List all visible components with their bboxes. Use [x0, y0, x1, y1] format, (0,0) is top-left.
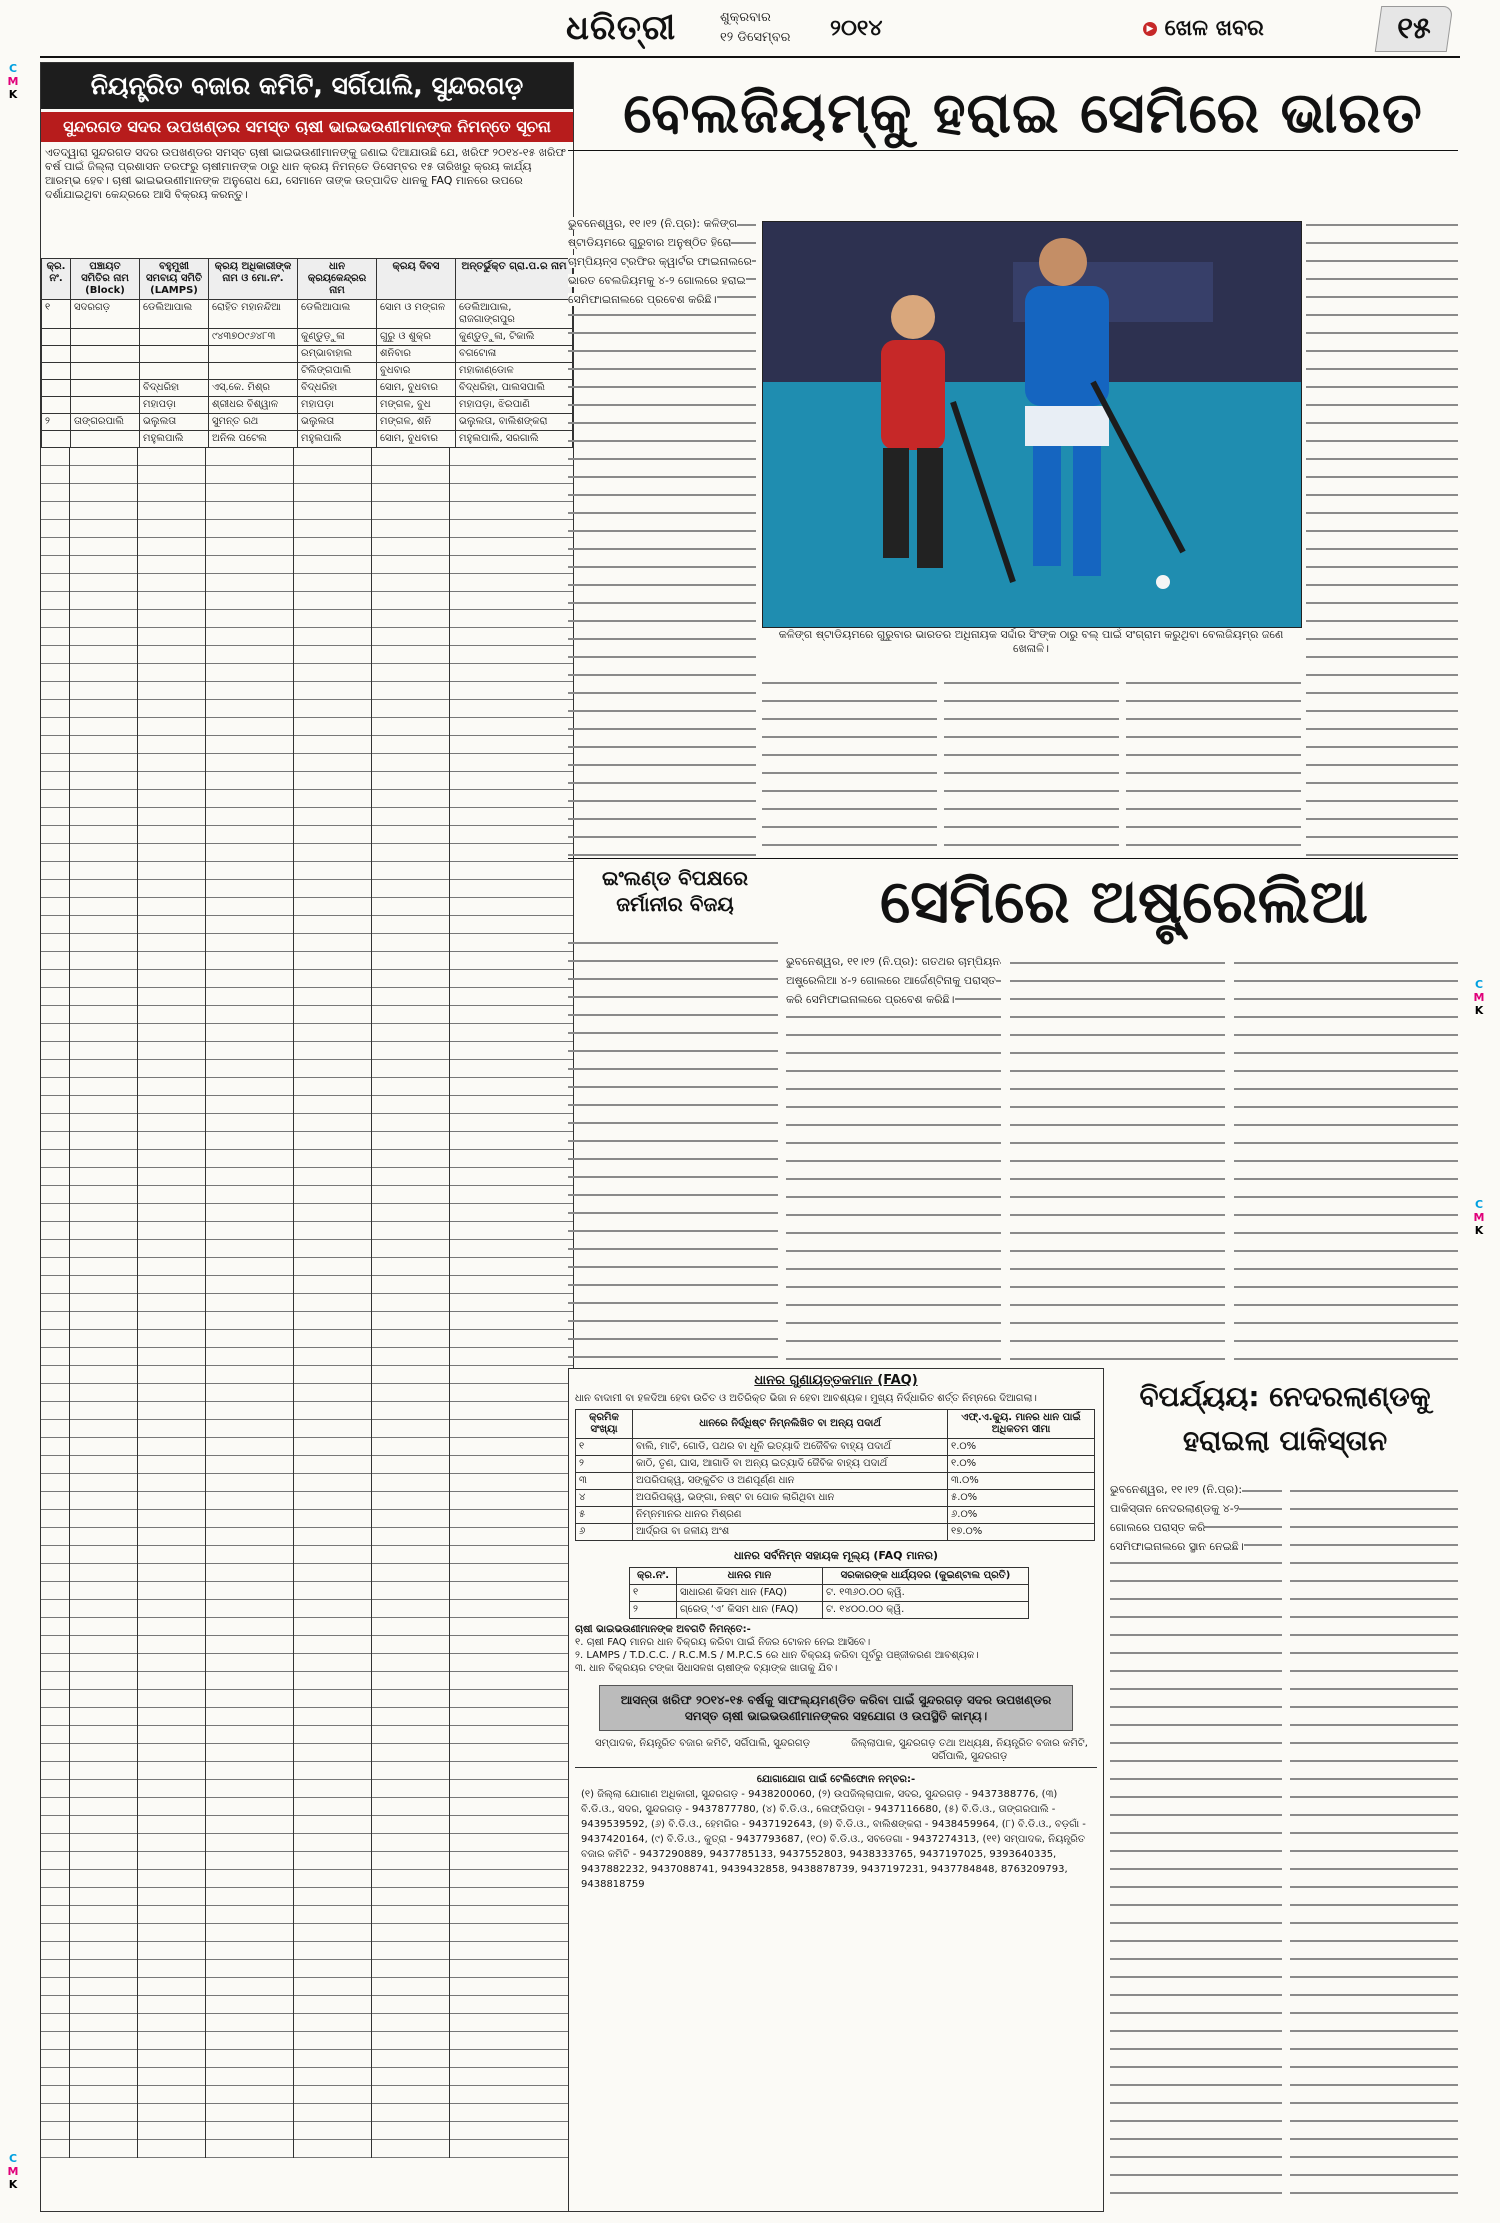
faq-intro: ଧାନ ବାଦାମୀ ବା ହଳଦିଆ ହେବା ଉଚିତ ଓ ଅତିରିକ୍ତ ଭିଜା ନ ହେବା ଆବଶ୍ୟକ। ମୁଖ୍ୟ ନିର୍ଦ୍ଧାରିତ ଶର୍ତ୍ତ ନିମ୍ନରେ ଦିଆଗଲା।: [575, 1393, 1037, 1404]
registration-mark-right-mid: C M K: [1473, 978, 1485, 1017]
header-date: ୧୨ ଡିସେମ୍ବର: [720, 30, 791, 45]
table-row-cell: [140, 363, 209, 380]
table-row-cell: ମହୁଲପାଲି: [140, 431, 209, 448]
faq-row-cell: ୫.୦%: [948, 1490, 1095, 1507]
table-row-cell: ମହାପଡ଼ା: [140, 397, 209, 414]
story2-rule: [568, 858, 1458, 859]
table-row-cell: [71, 363, 140, 380]
table-row-cell: ୨: [42, 414, 71, 431]
signature-collector: ଜିଲ୍ଲାପାଳ, ସୁନ୍ଦରଗଡ଼ ତଥା ଅଧ୍ୟକ୍ଷ, ନିୟନ୍ତ୍ରିତ ବଜାର କମିଟି, ସର୍ଗିପାଲି, ସୁନ୍ଦରଗଡ଼: [851, 1738, 1088, 1762]
table-row-cell: ମହାପଡ଼ା: [298, 397, 377, 414]
faq-row-cell: ୩.୦%: [948, 1473, 1095, 1490]
table-row-cell: [140, 346, 209, 363]
table-row-cell: ସୁମନ୍ତ ରଥ: [209, 414, 298, 431]
faq-row-cell: ୧: [576, 1439, 633, 1456]
price-row-cell: ଟ. ୧୪୦୦.୦୦ କ୍ୱି.: [822, 1602, 1028, 1619]
note-item: ୩. ଧାନ ବିକ୍ରୟର ଟଙ୍କା ସିଧାସଳଖ ଚାଷୀଙ୍କ ବ୍ୟାଙ୍କ ଖାତାକୁ ଯିବ।: [575, 1663, 838, 1674]
table-row-cell: ମଙ୍ଗଳ, ଶନି: [377, 414, 456, 431]
table-row-cell: [140, 329, 209, 346]
table-row-cell: ଅନିଲ ପଟେଲ: [209, 431, 298, 448]
faq-row: [576, 1473, 1095, 1490]
main-story-col-3b: [1126, 670, 1301, 857]
registration-mark-top-left: C M K: [7, 62, 19, 101]
faq-row-cell: ୨: [576, 1456, 633, 1473]
contact-numbers: [575, 1767, 1097, 1896]
faq-row-cell: ବାଲି, ମାଟି, ଗୋଡି, ପଥର ବା ଧୂଳି ଇତ୍ୟାଦି ଅଜୈବିକ ବାହ୍ୟ ପଦାର୍ଥ: [633, 1439, 948, 1456]
notice-intro: ଏତଦ୍ୱାରା ସୁନ୍ଦରଗଡ ସଦର ଉପଖଣ୍ଡର ସମସ୍ତ ଚାଷୀ ଭାଇଭଉଣୀମାନଙ୍କୁ ଜଣାଇ ଦିଆଯାଉଛି ଯେ, ଖରିଫ ୨୦୧୪-୧୫ ଖରିଫ ବର୍ଷ ପାଇଁ ଜିଲ୍ଲା ପ୍ରଶାସନ ତରଫରୁ ଚାଷୀମାନଙ୍କ ଠାରୁ ଧାନ କ୍ରୟ ନିମନ୍ତେ ଡିସେମ୍ବର ୧୫ ତାରିଖରୁ କ୍ରୟ କାର୍ଯ୍ୟ ଆରମ୍ଭ ହେବ। ଚାଷୀ ଭାଇଭଉଣୀମାନଙ୍କ ଅନୁରୋଧ ଯେ, ସେମାନେ ତାଙ୍କ ଉତ୍ପାଦିତ ଧାନକୁ FAQ ମାନରେ ଉପରେ ଦର୍ଶାଯାଇଥିବା କେନ୍ଦ୍ରରେ ଆସି ବିକ୍ରୟ କରନ୍ତୁ।: [45, 146, 566, 201]
price-row: [630, 1585, 1029, 1602]
faq-spec-table: [575, 1409, 1095, 1541]
masthead-rule: [40, 56, 1460, 58]
section-label: ▶ ଖେଳ ଖବର: [1143, 16, 1264, 41]
appeal-banner: ଆସନ୍ତା ଖରିଫ ୨୦୧୪-୧୫ ବର୍ଷକୁ ସାଫଲ୍ୟମଣ୍ଡିତ କରିବା ପାଇଁ ସୁନ୍ଦରଗଡ଼ ସଦର ଉପଖଣ୍ଡର ସମସ୍ତ ଚାଷୀ ଭାଇଭଉଣୀମାନଙ୍କର ସହଯୋଗ ଓ ଉପସ୍ଥିତି କାମ୍ୟ।: [599, 1685, 1073, 1731]
farmer-notes: [569, 1619, 1103, 1679]
faq-row: [576, 1456, 1095, 1473]
col-centre: ଧାନ କ୍ରୟକେନ୍ଦ୍ରର ନାମ: [298, 259, 377, 300]
headline-rule: [568, 150, 1458, 151]
table-header-row: [42, 259, 573, 300]
price-col-serial: କ୍ର.ନଂ.: [630, 1568, 677, 1585]
table-row-cell: ବିଦ୍ଧରିହା: [140, 380, 209, 397]
table-row-cell: [71, 397, 140, 414]
table-row-cell: ଡେଲିଆପାଲ, ରାଜଗାଙ୍ଗପୁର: [456, 300, 573, 329]
table-row-cell: ସୋମ, ବୁଧବାର: [377, 431, 456, 448]
table-row-cell: ୧: [42, 300, 71, 329]
table-row: [42, 300, 573, 329]
main-story-col-3: [944, 670, 1119, 857]
story3-col-1: ଭୁବନେଶ୍ୱର, ୧୧।୧୨ (ନି.ପ୍ର): ପାକିସ୍ତାନ ନେଦରଲାଣ୍ଡକୁ ୪-୨ ଗୋଲରେ ପରାସ୍ତ କରି ସେମିଫାଇନାଲରେ ସ୍ଥାନ ନେଇଛି।: [1110, 1478, 1282, 2210]
table-row-cell: [42, 346, 71, 363]
table-row-cell: ଗୁରୁ ଓ ଶୁକ୍ର: [377, 329, 456, 346]
story3-col-2: [1290, 1478, 1458, 2210]
table-row-cell: ଭଲୁଲତା, ବାଲିଶଙ୍କରା: [456, 414, 573, 431]
table-row: [42, 363, 573, 380]
price-row-cell: ୧: [630, 1585, 677, 1602]
table-row-cell: ବିଦ୍ଧରିହା: [298, 380, 377, 397]
story2-kicker: ଇଂଲଣ୍ଡ ବିପକ୍ଷରେ ଜର୍ମାନୀର ବିଜୟ: [601, 866, 749, 916]
table-row-cell: [42, 363, 71, 380]
price-row-cell: ଟ. ୧୩୬୦.୦୦ କ୍ୱି.: [822, 1585, 1028, 1602]
story2-col-2: ଭୁବନେଶ୍ୱର, ୧୧।୧୨ (ନି.ପ୍ର): ଗତଥର ଚାମ୍ପିୟନ ଅଷ୍ଟ୍ରେଲିଆ ୪-୨ ଗୋଲରେ ଆର୍ଜେଣ୍ଟିନାକୁ ପରାସ୍ତ କରି ସେମିଫାଇନାଲରେ ପ୍ରବେଶ କରିଛି।: [786, 950, 1001, 1360]
table-row-cell: ବଗଟୋଳା: [456, 346, 573, 363]
table-row-cell: ମହାପଡ଼ା, ଝିରପାଣି: [456, 397, 573, 414]
price-row-cell: ସାଧାରଣ କିସମ ଧାନ (FAQ): [677, 1585, 823, 1602]
contacts-title: ଯୋଗାଯୋଗ ପାଇଁ ଟେଲିଫୋନ ନମ୍ବର:-: [756, 1774, 916, 1785]
table-row-cell: ସଦରଗଡ଼: [71, 300, 140, 329]
main-headline: ବେଲଜିୟମ୍‌କୁ ହରାଇ ସେମିରେ ଭାରତ: [623, 81, 1423, 146]
table-row-cell: [42, 397, 71, 414]
table-row-cell: ରମ୍ଭାବାହାଲ: [298, 346, 377, 363]
table-row-cell: ମହାକାଣ୍ଡୋଳ: [456, 363, 573, 380]
table-row-cell: ଟିଲିଙ୍ଗପାଲି: [298, 363, 377, 380]
faq-row-cell: ୧୭.୦%: [948, 1524, 1095, 1541]
faq-row-cell: ୪: [576, 1490, 633, 1507]
col-lamps: ବହୁମୁଖୀ ସମବାୟ ସମିତି (LAMPS): [140, 259, 209, 300]
table-row-cell: [209, 346, 298, 363]
note-item: ୨. LAMPS / T.D.C.C. / R.C.M.S / M.P.C.S ରେ ଧାନ ବିକ୍ରୟ କରିବା ପୂର୍ବରୁ ପଞ୍ଜୀକରଣ ଆବଶ୍ୟକ।: [575, 1650, 979, 1661]
price-table: [629, 1567, 1029, 1619]
procurement-table: [41, 258, 573, 448]
table-row: [42, 380, 573, 397]
table-row: [42, 346, 573, 363]
faq-title: ଧାନର ଗୁଣାୟତ୍ତକମାନ (FAQ): [754, 1373, 918, 1388]
price-row-cell: ୨: [630, 1602, 677, 1619]
price-row: [630, 1602, 1029, 1619]
faq-col-item: ଧାନରେ ନିର୍ଦ୍ଧିଷ୍ଟ ନିମ୍ନଲିଖିତ ବା ଅନ୍ୟ ପଦାର୍ଥ: [633, 1410, 948, 1439]
table-row: [42, 414, 573, 431]
registration-mark-bottom-left: C M K: [7, 2152, 19, 2191]
table-row-cell: କୁଣ୍ଡୁଡ଼ୁଳା, ଟିକାଲି: [456, 329, 573, 346]
table-row-cell: ବିଦ୍ଧରିହା, ପାଲସପାଲି: [456, 380, 573, 397]
faq-col-limit: ଏଫ୍.ଏ.କ୍ୟୁ. ମାନର ଧାନ ପାଇଁ ଅଧିକତମ ସୀମା: [948, 1410, 1095, 1439]
col-officer: କ୍ରୟ ଅଧିକାରୀଙ୍କ ନାମ ଓ ମୋ.ନଂ.: [209, 259, 298, 300]
faq-row-cell: ୧.୦%: [948, 1439, 1095, 1456]
faq-col-serial: କ୍ରମିକ ସଂଖ୍ୟା: [576, 1410, 633, 1439]
table-row-cell: [42, 329, 71, 346]
table-row-cell: [71, 346, 140, 363]
story2-col-4: [1234, 950, 1458, 1360]
header-day: ଶୁକ୍ରବାର: [720, 10, 771, 25]
story3-headline: ବିପର୍ଯ୍ୟୟ: ନେଦରଲାଣ୍ଡକୁ ହରାଇଲା ପାକିସ୍ତାନ: [1139, 1380, 1431, 1457]
table-row-cell: ଡେଲିଆପାଲ: [140, 300, 209, 329]
table-row-cell: ମହୁଲପାଲି: [298, 431, 377, 448]
price-row-cell: ଗ୍ରେଡ୍ ‘ଏ’ କିସମ ଧାନ (FAQ): [677, 1602, 823, 1619]
table-row-cell: [42, 380, 71, 397]
col-block: ପଞ୍ଚାୟତ ସମିତିର ନାମ (Block): [71, 259, 140, 300]
col-gp: ଅନ୍ତର୍ଭୁକ୍ତ ଗ୍ରା.ପ.ର ନାମ: [456, 259, 573, 300]
market-notice: [40, 62, 574, 2212]
table-row-cell: ତାଙ୍ଗରପାଲି: [71, 414, 140, 431]
faq-row: [576, 1507, 1095, 1524]
table-row-cell: କୁଣ୍ଡୁଡ଼ୁଳା: [298, 329, 377, 346]
faq-row-cell: ୩: [576, 1473, 633, 1490]
table-row-cell: ମହୁଲପାଲି, ସରଗାଲି: [456, 431, 573, 448]
table-row-cell: ଭଲୁଲତା: [298, 414, 377, 431]
photo-illustration: [763, 222, 1301, 627]
faq-row-cell: ୬.୦%: [948, 1507, 1095, 1524]
faq-row-cell: ୬: [576, 1524, 633, 1541]
signature-secretary: ସମ୍ପାଦକ, ନିୟନ୍ତ୍ରିତ ବଜାର କମିଟି, ସର୍ଗିପାଲି, ସୁନ୍ଦରଗଡ଼: [595, 1738, 810, 1749]
faq-row-cell: ୫: [576, 1507, 633, 1524]
price-col-grade: ଧାନର ମାନ: [677, 1568, 823, 1585]
registration-mark-right-low: C M K: [1473, 1198, 1485, 1237]
main-story-col-1: ଭୁବନେଶ୍ୱର, ୧୧।୧୨ (ନି.ପ୍ର): କଳିଙ୍ଗ ଷ୍ଟାଡିୟମରେ ଗୁରୁବାର ଅନୁଷ୍ଠିତ ହିରୋ ଚାମ୍ପିୟନ୍ସ ଟ୍ରଫିର କ୍ୱାର୍ଟର ଫାଇନାଲରେ ଭାରତ ବେଲଜିୟମକୁ ୪-୨ ଗୋଲରେ ହରାଇ ସେମିଫାଇନାଲରେ ପ୍ରବେଶ କରିଛି।: [568, 212, 756, 857]
story2-headline: ସେମିରେ ଅଷ୍ଟ୍ରେଲିଆ: [880, 867, 1368, 937]
table-continuation: [41, 448, 573, 2158]
table-row-cell: [209, 363, 298, 380]
table-row-cell: ଏସ୍.କେ. ମିଶ୍ର: [209, 380, 298, 397]
note-item: ୧. ଚାଷୀ FAQ ମାନର ଧାନ ବିକ୍ରୟ କରିବା ପାଇଁ ନିଜର ଟୋକନ ନେଇ ଆସିବେ।: [575, 1637, 871, 1648]
table-row-cell: ସୋମ, ବୁଧବାର: [377, 380, 456, 397]
table-row-cell: [42, 431, 71, 448]
faq-notice-box: [568, 1368, 1104, 2212]
header-year: ୨୦୧୪: [830, 16, 883, 41]
photo-caption: କଳିଙ୍ଗ ଷ୍ଟାଡିୟମରେ ଗୁରୁବାର ଭାରତର ଅଧିନାୟକ ସର୍ଦ୍ଦାର ସିଂଙ୍କ ଠାରୁ ବଲ୍ ପାଇଁ ସଂଗ୍ରାମ କରୁଥିବା ବେଲଜିୟମ୍‌ର ଜଣେ ଖେଳାଳି।: [778, 628, 1284, 655]
faq-row-cell: କାଠି, ତୃଣ, ଘାସ, ଆଗାଡି ବା ଅନ୍ୟ ଇତ୍ୟାଦି ଜୈବିକ ବାହ୍ୟ ପଦାର୍ଥ: [633, 1456, 948, 1473]
table-row-cell: ରୋହିତ ମହାନନ୍ଦିଆ: [209, 300, 298, 329]
faq-row-cell: ୧.୦%: [948, 1456, 1095, 1473]
table-row: [42, 329, 573, 346]
col-day: କ୍ରୟ ଦିବସ: [377, 259, 456, 300]
price-title: ଧାନର ସର୍ବନିମ୍ନ ସହାୟକ ମୂଲ୍ୟ (FAQ ମାନର): [733, 1549, 939, 1562]
table-row-cell: [71, 431, 140, 448]
table-row-cell: [71, 380, 140, 397]
main-story-col-4: [1306, 212, 1458, 857]
play-bullet-icon: ▶: [1143, 22, 1157, 36]
table-row-cell: ବୁଧବାର: [377, 363, 456, 380]
contacts-text: (୧) ଜିଲ୍ଲା ଯୋଗାଣ ଅଧିକାରୀ, ସୁନ୍ଦରଗଡ଼ - 9438200060, (୨) ଉପଜିଲ୍ଲାପାଳ, ସଦର, ସୁନ୍ଦରଗଡ଼ - 9437388776, (୩) ବି.ଡି.ଓ., ସଦର, ସୁନ୍ଦରଗଡ଼ - 9437877780, (୪) ବି.ଡି.ଓ., ଲେଫ୍ରିପଡ଼ା - 9437116680, (୫) ବି.ଡି.ଓ., ତାଙ୍ଗରପାଲି - 9439539592, (୬) ବି.ଡି.ଓ., ହେମଗିର - 9437192643, (୭) ବି.ଡି.ଓ., ବାଲିଶଙ୍କରା - 9438459964, (୮) ବି.ଡି.ଓ., ବଡ଼ଗାଁ - 9437420164, (୯) ବି.ଡି.ଓ., କୁତ୍ରା - 9437793687, (୧୦) ବି.ଡି.ଓ., ସବଡେଗା - 9437274313, (୧୧) ସମ୍ପାଦକ, ନିୟନ୍ତ୍ରିତ ବଜାର କମିଟି - 9437290889, 9437785133, 9437552803, 9438333765, 9437197025, 9393640335, 9437882232, 9437088741, 9439432858, 9438878739, 9437197231, 9437784848, 8763209793, 9438818759: [581, 1789, 1086, 1890]
table-row-cell: ସୋମ ଓ ମଙ୍ଗଳ: [377, 300, 456, 329]
faq-row-cell: ଅପରିପକ୍ୱ, ସଙ୍କୁଚିତ ଓ ଅଣପୂର୍ଣ୍ଣ ଧାନ: [633, 1473, 948, 1490]
faq-row: [576, 1490, 1095, 1507]
faq-row-cell: ନିମ୍ନମାନର ଧାନର ମିଶ୍ରଣ: [633, 1507, 948, 1524]
table-row: [42, 431, 573, 448]
table-row-cell: ଶ୍ରୀଧର ବିଶ୍ୱାଳ: [209, 397, 298, 414]
table-row-cell: ମଙ୍ଗଳ, ବୁଧ: [377, 397, 456, 414]
table-row-cell: ଡେଲିଆପାଲ: [298, 300, 377, 329]
faq-row: [576, 1439, 1095, 1456]
table-row-cell: ୯୪୩୭୦୯୬୪୮୩: [209, 329, 298, 346]
table-row-cell: ଭଲୁଲତା: [140, 414, 209, 431]
hockey-match-photo: [762, 221, 1302, 628]
table-row-cell: ଶନିବାର: [377, 346, 456, 363]
newspaper-brand: ଧରିତ୍ରୀ: [566, 8, 677, 48]
notes-title: ଚାଷୀ ଭାଇଭଉଣୀମାନଙ୍କ ଅବଗତି ନିମନ୍ତେ:-: [575, 1624, 751, 1635]
main-story-col-2: [762, 670, 937, 857]
story2-col-1: [568, 930, 778, 1360]
notice-subbanner: ସୁନ୍ଦରଗଡ ସଦର ଉପଖଣ୍ଡର ସମସ୍ତ ଚାଷୀ ଭାଇଭଉଣୀମାନଙ୍କ ନିମନ୍ତେ ସୂଚନା: [41, 112, 573, 142]
page-number: ୧୫: [1375, 6, 1453, 52]
story2-col-3: [1010, 950, 1225, 1360]
notice-banner: ନିୟନ୍ତ୍ରିତ ବଜାର କମିଟି, ସର୍ଗିପାଲି, ସୁନ୍ଦରଗଡ଼: [41, 63, 573, 109]
faq-row-cell: ଆର୍ଦ୍ରତା ବା ଜଳୀୟ ଅଂଶ: [633, 1524, 948, 1541]
col-serial: କ୍ର. ନଂ.: [42, 259, 71, 300]
signatures: [569, 1737, 1103, 1763]
faq-row-cell: ଅପରିପକ୍ୱ, ଭଙ୍ଗା, ନଷ୍ଟ ବା ପୋକ ଲାଗିଥିବା ଧାନ: [633, 1490, 948, 1507]
table-row: [42, 397, 573, 414]
table-row-cell: [71, 329, 140, 346]
faq-row: [576, 1524, 1095, 1541]
price-col-rate: ସରକାରଙ୍କ ଧାର୍ଯ୍ୟଦର (କୁଇଣ୍ଟାଲ ପ୍ରତି): [822, 1568, 1028, 1585]
